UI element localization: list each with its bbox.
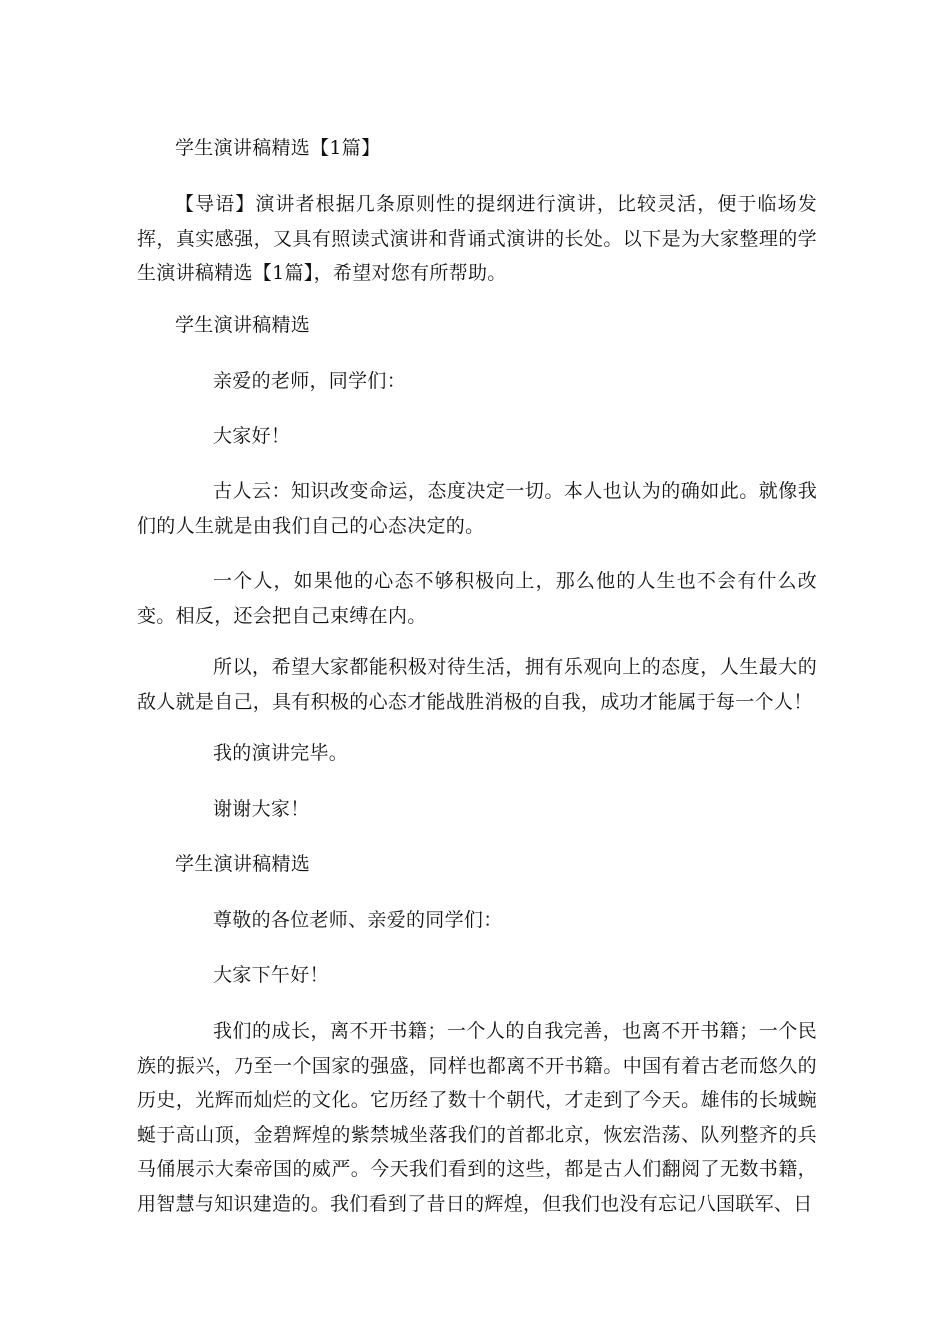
speech1-heading: 学生演讲稿精选 [175,314,311,336]
speech1-greeting: 大家好！ [213,425,291,447]
speech1-thanks: 谢谢大家！ [213,798,310,820]
intro-paragraph: 【导语】演讲者根据几条原则性的提纲进行演讲，比较灵活，便于临场发挥，真实感强，又具有照读式演讲和背诵式演讲的长处。以下是为大家整理的学生演讲稿精选【1篇】，希望对您有所帮助。 [137,193,817,284]
speech2-paragraph-1: 我们的成长，离不开书籍；一个人的自我完善，也离不开书籍；一个民族的振兴，乃至一个国家的强盛，同样也都离不开书籍。中国有着古老而悠久的历史，光辉而灿烂的文化。它历经了数十个朝代，才走到了今天。雄伟的长城蜿蜒于高山顶，金碧辉煌的紫禁城坐落我们的首都北京，恢宏浩荡、队列整齐的兵马俑展示大秦帝国的威严。今天我们看到的这些，都是古人们翻阅了无数书籍，用智慧与知识建造的。我们看到了昔日的辉煌，但我们也没有忘记八国联军、日 [137,1020,817,1215]
speech1-paragraph-1: 古人云：知识改变命运，态度决定一切。本人也认为的确如此。就像我们的人生就是由我们自己的心态决定的。 [137,480,817,537]
speech1-closing: 我的演讲完毕。 [213,742,349,764]
speech2-heading: 学生演讲稿精选 [175,853,311,875]
speech2-greeting: 大家下午好！ [213,964,329,986]
speech1-paragraph-2: 一个人，如果他的心态不够积极向上，那么他的人生也不会有什么改变。相反，还会把自己束缚在内。 [137,570,817,627]
speech1-paragraph-3: 所以，希望大家都能积极对待生活，拥有乐观向上的态度，人生最大的敌人就是自己，具有积极的心态才能战胜消极的自我，成功才能属于每一个人！ [137,656,817,713]
speech1-salutation: 亲爱的老师，同学们： [213,370,407,392]
speech2-salutation: 尊敬的各位老师、亲爱的同学们： [213,909,503,931]
document-title: 学生演讲稿精选【1篇】 [175,137,381,159]
